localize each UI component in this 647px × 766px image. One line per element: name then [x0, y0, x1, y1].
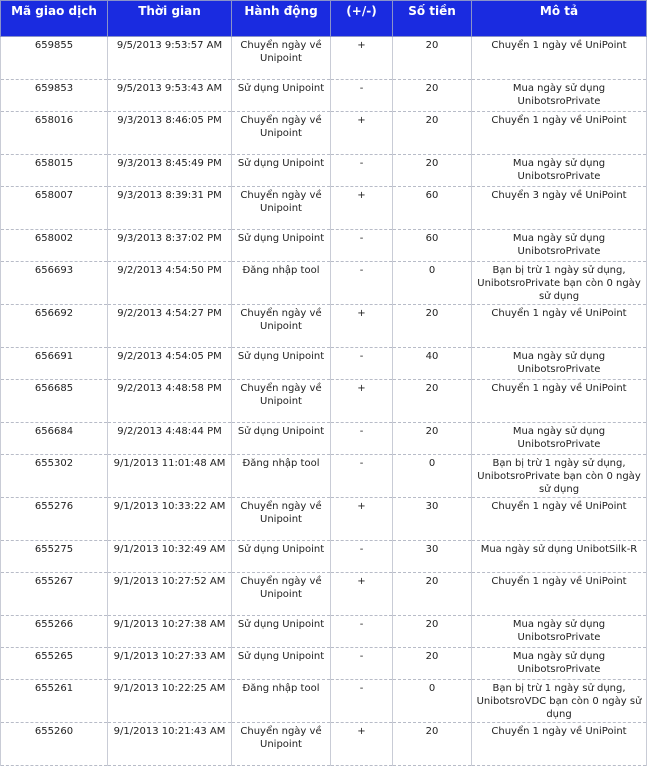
cell-description: Mua ngày sử dụng UnibotsroPrivate: [472, 230, 647, 262]
cell-description: Bạn bị trừ 1 ngày sử dụng, UnibotsroVDC bạn còn 0 ngày sử dụng: [472, 680, 647, 723]
table-row: [1, 616, 647, 648]
cell-transaction-id: 658016: [1, 112, 108, 155]
cell-amount: 20: [393, 37, 472, 80]
cell-amount: 20: [393, 616, 472, 648]
header-sign: (+/-): [331, 1, 393, 37]
cell-amount: 20: [393, 112, 472, 155]
cell-sign: +: [331, 305, 393, 348]
table-row: [1, 80, 647, 112]
cell-sign: -: [331, 423, 393, 455]
cell-time: 9/1/2013 10:27:52 AM: [108, 573, 232, 616]
cell-amount: 60: [393, 230, 472, 262]
table-header-row: [1, 1, 647, 37]
cell-time: 9/1/2013 10:22:25 AM: [108, 680, 232, 723]
cell-action: Chuyển ngày về Unipoint: [232, 305, 331, 348]
cell-description: Chuyển 1 ngày về UniPoint: [472, 380, 647, 423]
cell-description: Chuyển 1 ngày về UniPoint: [472, 723, 647, 766]
cell-sign: -: [331, 155, 393, 187]
table-row: [1, 723, 647, 766]
cell-sign: +: [331, 723, 393, 766]
cell-action: Chuyển ngày về Unipoint: [232, 380, 331, 423]
table-row: [1, 230, 647, 262]
cell-time: 9/2/2013 4:54:50 PM: [108, 262, 232, 305]
cell-description: Mua ngày sử dụng UnibotsroPrivate: [472, 155, 647, 187]
cell-transaction-id: 655260: [1, 723, 108, 766]
cell-action: Đăng nhập tool: [232, 262, 331, 305]
cell-transaction-id: 656691: [1, 348, 108, 380]
cell-action: Đăng nhập tool: [232, 680, 331, 723]
cell-action: Chuyển ngày về Unipoint: [232, 723, 331, 766]
cell-transaction-id: 656692: [1, 305, 108, 348]
cell-action: Chuyển ngày về Unipoint: [232, 187, 331, 230]
cell-action: Đăng nhập tool: [232, 455, 331, 498]
cell-transaction-id: 655275: [1, 541, 108, 573]
cell-description: Mua ngày sử dụng UnibotsroPrivate: [472, 648, 647, 680]
cell-amount: 40: [393, 348, 472, 380]
cell-amount: 0: [393, 680, 472, 723]
cell-transaction-id: 655267: [1, 573, 108, 616]
cell-description: Chuyển 1 ngày về UniPoint: [472, 498, 647, 541]
cell-sign: +: [331, 498, 393, 541]
cell-time: 9/3/2013 8:39:31 PM: [108, 187, 232, 230]
cell-sign: +: [331, 187, 393, 230]
cell-transaction-id: 656685: [1, 380, 108, 423]
cell-time: 9/5/2013 9:53:43 AM: [108, 80, 232, 112]
cell-time: 9/1/2013 10:32:49 AM: [108, 541, 232, 573]
table-row: [1, 187, 647, 230]
header-transaction-id: Mã giao dịch: [1, 1, 108, 37]
table-row: [1, 305, 647, 348]
cell-description: Mua ngày sử dụng UnibotsroPrivate: [472, 423, 647, 455]
cell-description: Chuyển 3 ngày về UniPoint: [472, 187, 647, 230]
cell-amount: 0: [393, 455, 472, 498]
cell-description: Mua ngày sử dụng UnibotsroPrivate: [472, 616, 647, 648]
cell-transaction-id: 655261: [1, 680, 108, 723]
cell-amount: 20: [393, 80, 472, 112]
cell-time: 9/2/2013 4:54:27 PM: [108, 305, 232, 348]
cell-amount: 20: [393, 648, 472, 680]
cell-time: 9/1/2013 10:27:38 AM: [108, 616, 232, 648]
cell-transaction-id: 656693: [1, 262, 108, 305]
cell-transaction-id: 659855: [1, 37, 108, 80]
cell-description: Mua ngày sử dụng UnibotsroPrivate: [472, 348, 647, 380]
cell-time: 9/3/2013 8:37:02 PM: [108, 230, 232, 262]
cell-action: Chuyển ngày về Unipoint: [232, 112, 331, 155]
cell-sign: -: [331, 648, 393, 680]
cell-amount: 30: [393, 498, 472, 541]
cell-amount: 20: [393, 380, 472, 423]
cell-amount: 20: [393, 423, 472, 455]
cell-action: Sử dụng Unipoint: [232, 80, 331, 112]
cell-transaction-id: 656684: [1, 423, 108, 455]
table-row: [1, 498, 647, 541]
cell-transaction-id: 655266: [1, 616, 108, 648]
cell-time: 9/3/2013 8:46:05 PM: [108, 112, 232, 155]
cell-sign: +: [331, 380, 393, 423]
cell-description: Chuyển 1 ngày về UniPoint: [472, 305, 647, 348]
cell-transaction-id: 655265: [1, 648, 108, 680]
cell-action: Sử dụng Unipoint: [232, 648, 331, 680]
cell-action: Chuyển ngày về Unipoint: [232, 498, 331, 541]
cell-amount: 60: [393, 187, 472, 230]
cell-transaction-id: 658007: [1, 187, 108, 230]
cell-transaction-id: 655302: [1, 455, 108, 498]
cell-time: 9/1/2013 10:27:33 AM: [108, 648, 232, 680]
table-row: [1, 262, 647, 305]
cell-time: 9/1/2013 10:21:43 AM: [108, 723, 232, 766]
cell-transaction-id: 659853: [1, 80, 108, 112]
cell-action: Chuyển ngày về Unipoint: [232, 573, 331, 616]
cell-sign: -: [331, 680, 393, 723]
cell-amount: 20: [393, 155, 472, 187]
cell-amount: 20: [393, 723, 472, 766]
cell-description: Chuyển 1 ngày về UniPoint: [472, 37, 647, 80]
cell-action: Sử dụng Unipoint: [232, 616, 331, 648]
table-row: [1, 380, 647, 423]
cell-transaction-id: 658002: [1, 230, 108, 262]
cell-sign: -: [331, 348, 393, 380]
cell-time: 9/2/2013 4:48:58 PM: [108, 380, 232, 423]
cell-amount: 20: [393, 573, 472, 616]
cell-action: Sử dụng Unipoint: [232, 348, 331, 380]
table-row: [1, 455, 647, 498]
cell-amount: 20: [393, 305, 472, 348]
table-row: [1, 37, 647, 80]
table-row: [1, 348, 647, 380]
cell-action: Chuyển ngày về Unipoint: [232, 37, 331, 80]
cell-description: Mua ngày sử dụng UnibotSilk-R: [472, 541, 647, 573]
cell-amount: 0: [393, 262, 472, 305]
cell-action: Sử dụng Unipoint: [232, 541, 331, 573]
cell-sign: +: [331, 37, 393, 80]
cell-sign: -: [331, 541, 393, 573]
table-row: [1, 680, 647, 723]
cell-transaction-id: 658015: [1, 155, 108, 187]
table-row: [1, 155, 647, 187]
cell-time: 9/5/2013 9:53:57 AM: [108, 37, 232, 80]
cell-time: 9/2/2013 4:48:44 PM: [108, 423, 232, 455]
header-description: Mô tả: [472, 1, 647, 37]
cell-sign: -: [331, 230, 393, 262]
cell-description: Chuyển 1 ngày về UniPoint: [472, 573, 647, 616]
cell-description: Mua ngày sử dụng UnibotsroPrivate: [472, 80, 647, 112]
cell-sign: +: [331, 112, 393, 155]
cell-sign: +: [331, 573, 393, 616]
cell-sign: -: [331, 455, 393, 498]
table-row: [1, 112, 647, 155]
header-time: Thời gian: [108, 1, 232, 37]
cell-amount: 30: [393, 541, 472, 573]
header-action: Hành động: [232, 1, 331, 37]
table-row: [1, 541, 647, 573]
cell-time: 9/1/2013 11:01:48 AM: [108, 455, 232, 498]
table-row: [1, 648, 647, 680]
cell-time: 9/1/2013 10:33:22 AM: [108, 498, 232, 541]
table-row: [1, 573, 647, 616]
cell-transaction-id: 655276: [1, 498, 108, 541]
cell-action: Sử dụng Unipoint: [232, 230, 331, 262]
header-amount: Số tiền: [393, 1, 472, 37]
cell-time: 9/3/2013 8:45:49 PM: [108, 155, 232, 187]
cell-sign: -: [331, 80, 393, 112]
cell-action: Sử dụng Unipoint: [232, 155, 331, 187]
cell-description: Bạn bị trừ 1 ngày sử dụng, UnibotsroPrivate bạn còn 0 ngày sử dụng: [472, 455, 647, 498]
cell-sign: -: [331, 616, 393, 648]
cell-description: Bạn bị trừ 1 ngày sử dụng, UnibotsroPrivate bạn còn 0 ngày sử dụng: [472, 262, 647, 305]
cell-description: Chuyển 1 ngày về UniPoint: [472, 112, 647, 155]
cell-sign: -: [331, 262, 393, 305]
cell-time: 9/2/2013 4:54:05 PM: [108, 348, 232, 380]
cell-action: Sử dụng Unipoint: [232, 423, 331, 455]
table-row: [1, 423, 647, 455]
